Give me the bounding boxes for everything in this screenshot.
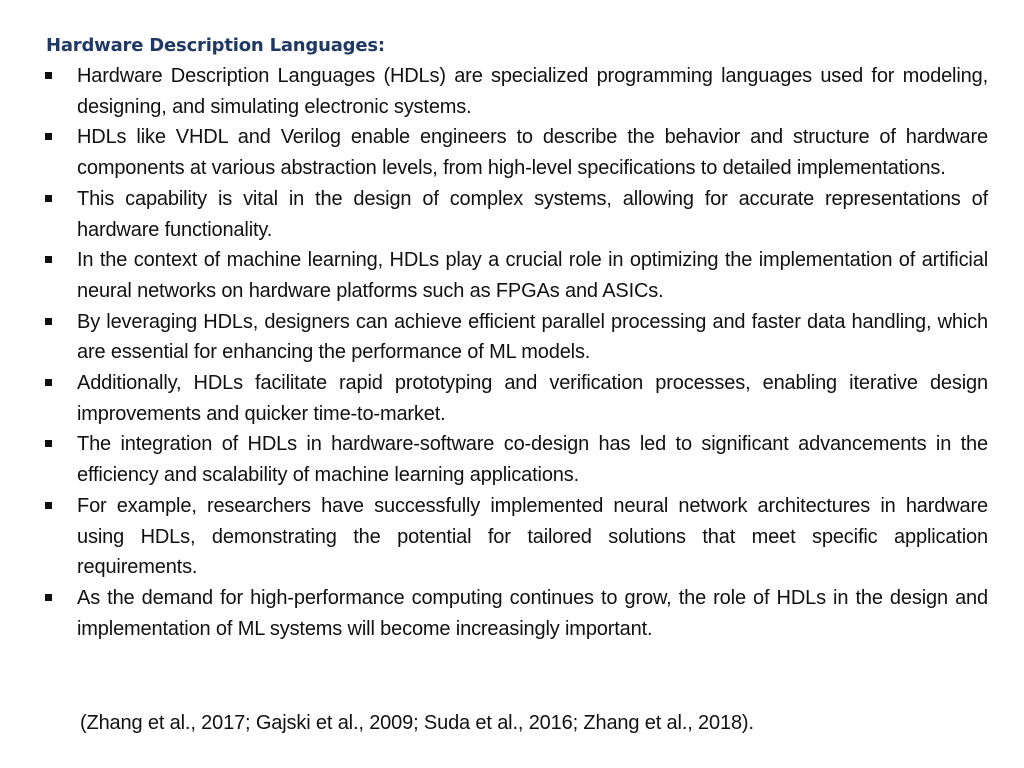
bullet-text: Hardware Description Languages (HDLs) are specialized programming languages used for modeling, designing, and simulating electronic systems.: [77, 65, 988, 118]
square-bullet-icon: [45, 502, 52, 509]
slide-title: Hardware Description Languages:: [46, 35, 385, 56]
square-bullet-icon: [45, 72, 52, 79]
list-item: [44, 368, 988, 429]
bullet-text: By leveraging HDLs, designers can achieve efficient parallel processing and faster data handling, which are essential for enhancing the performance of ML models.: [77, 310, 988, 364]
list-item: [44, 184, 988, 245]
square-bullet-icon: [45, 594, 52, 601]
bullet-text: In the context of machine learning, HDLs play a crucial role in optimizing the implementation of artificial neural networks on hardware platforms such as FPGAs and ASICs.: [77, 249, 988, 302]
bullet-text: The integration of HDLs in hardware-software co-design has led to significant advancements in the efficiency and scalability of machine learning applications.: [77, 433, 988, 487]
list-item: [44, 429, 988, 490]
bullet-text: As the demand for high-performance computing continues to grow, the role of HDLs in the design and implementation of ML systems will become increasingly important.: [77, 586, 988, 640]
square-bullet-icon: [45, 318, 52, 325]
list-item: [44, 583, 988, 644]
square-bullet-icon: [45, 133, 52, 140]
bullet-text: For example, researchers have successfully implemented neural network architectures in hardware using HDLs, demonstrating the potential for tailored solutions that meet specific application requirements.: [77, 494, 988, 579]
bullet-list: [44, 61, 988, 644]
square-bullet-icon: [45, 256, 52, 263]
bullet-text: HDLs like VHDL and Verilog enable engineers to describe the behavior and structure of hardware components at various abstraction levels, from high-level specifications to detailed implementations.: [77, 126, 988, 180]
square-bullet-icon: [45, 195, 52, 202]
list-item: [44, 245, 988, 306]
list-item: [44, 491, 988, 583]
list-item: [44, 307, 988, 368]
citation: (Zhang et al., 2017; Gajski et al., 2009; Suda et al., 2016; Zhang et al., 2018).: [80, 712, 754, 734]
square-bullet-icon: [45, 379, 52, 386]
bullet-text: This capability is vital in the design of complex systems, allowing for accurate representations of hardware functionality.: [77, 187, 988, 241]
square-bullet-icon: [45, 440, 52, 447]
list-item: [44, 122, 988, 183]
bullet-text: Additionally, HDLs facilitate rapid prototyping and verification processes, enabling iterative design improvements and quicker time-to-market.: [77, 372, 988, 425]
list-item: [44, 61, 988, 122]
